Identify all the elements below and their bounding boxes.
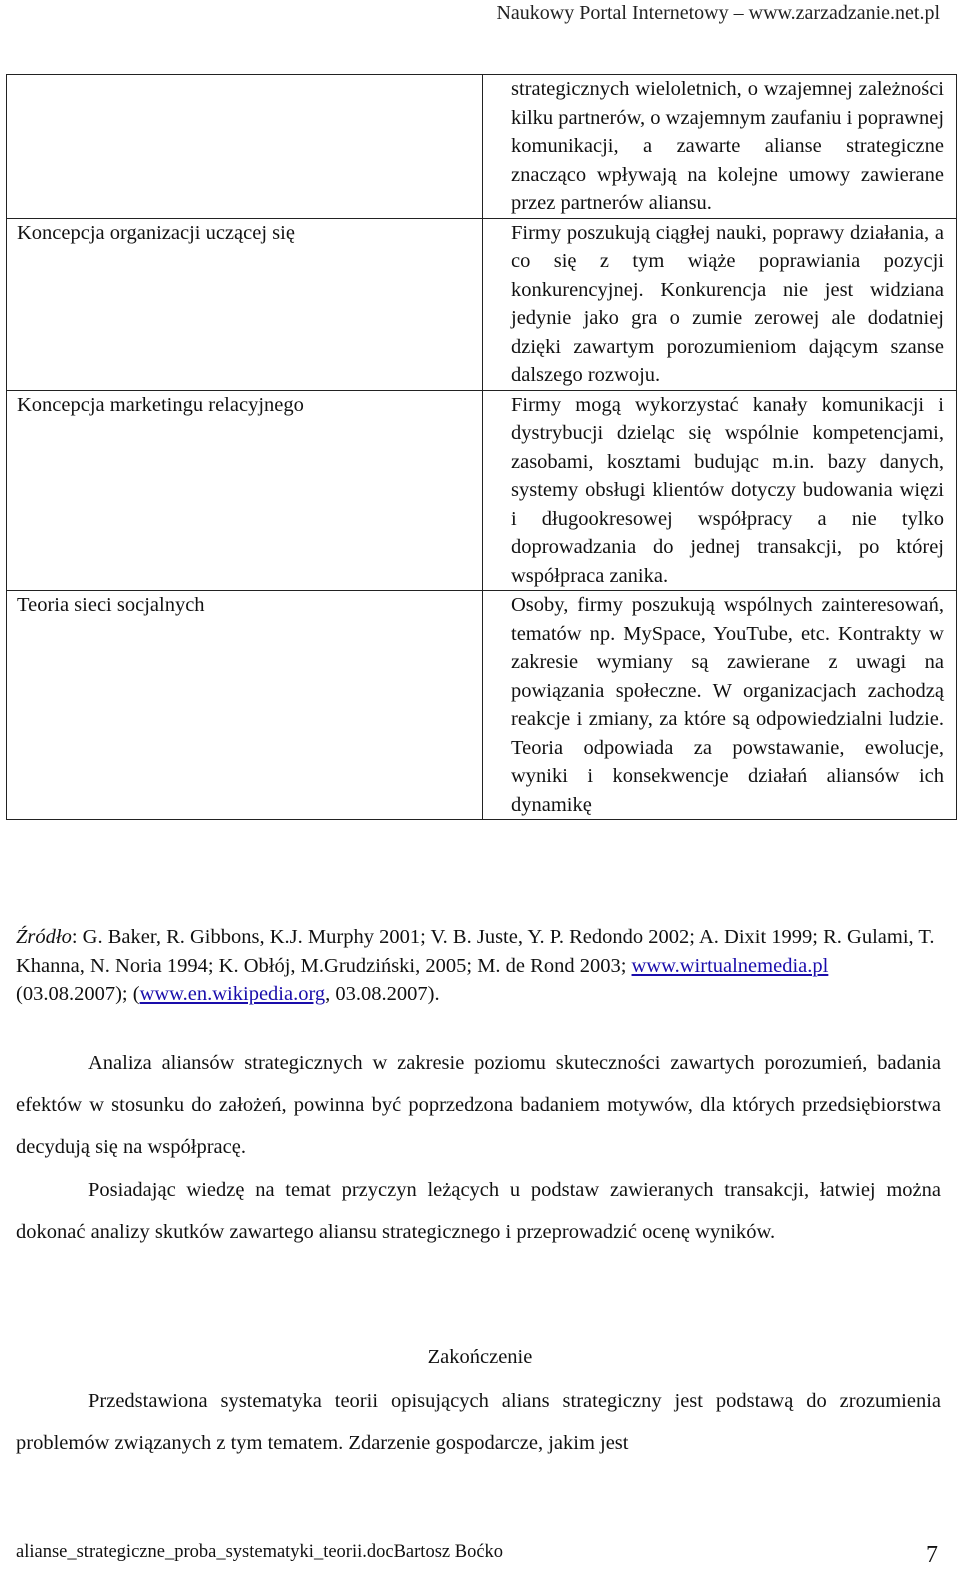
body-paragraph-knowledge: Posiadając wiedzę na temat przyczyn leżących u podstaw zawieranych transakcji, łatwiej można dokonać analizy skutków zawartego aliansu strategicznego i przeprowadzić ocenę wyników.	[16, 1179, 941, 1243]
source-text: : G. Baker, R. Gibbons, K.J. Murphy 2001; V. B. Juste, Y. P. Redondo 2002; A. Dixit 1999; R. Gulami, T. Khanna, N. Noria 1994; K. Obłój, M.Grudziński, 2005; M. de Rond 2003;	[16, 926, 935, 977]
table-row	[7, 75, 957, 219]
theory-description: Osoby, firmy poszukują wspólnych zainteresowań, tematów np. MySpace, YouTube, etc. Kontrakty w zakresie wymiany są zawierane z uwagi na powiązania społeczne. W organizacjach zachodzą reakcje i zmiany, za które są odpowiedzialni ludzie. Teoria odpowiada za powstawanie, ewolucje, wyniki i konsekwencje działań aliansów ich dynamikę	[483, 591, 957, 820]
theory-description: Firmy mogą wykorzystać kanały komunikacji i dystrybucji dzieląc się wspólnie kompetencjami, zasobami, kosztami budując m.in. bazy danych, systemy obsługi klientów dotyczy budowania więzi i długookresowej współpracy a nie tylko doprowadzania do jednej transakcji, po której współpraca zanika.	[483, 390, 957, 591]
theory-description: strategicznych wieloletnich, o wzajemnej zależności kilku partnerów, o wzajemnym zaufaniu i poprawnej komunikacji, a zawarte alianse strategiczne znacząco wpływają na kolejne umowy zawierane przez partnerów aliansu.	[483, 75, 957, 219]
wirtualnemedia-link[interactable]: www.wirtualnemedia.pl	[631, 954, 829, 977]
body-paragraph-analysis: Analiza aliansów strategicznych w zakresie poziomu skuteczności zawartych porozumień, badania efektów w stosunku do założeń, powinna być poprzedzona badaniem motywów, dla których przedsiębiorstwa decydują się na współpracę.	[16, 1052, 941, 1158]
table-row	[7, 390, 957, 591]
footer-filename: alianse_strategiczne_proba_systematyki_teorii.doc	[16, 1542, 394, 1562]
source-citation	[16, 923, 941, 1009]
theory-name: Teoria sieci socjalnych	[7, 591, 483, 820]
source-text-end: , 03.08.2007).	[325, 983, 440, 1005]
wikipedia-link[interactable]: www.en.wikipedia.org	[139, 983, 326, 1005]
footer-author: Bartosz Boćko	[393, 1542, 504, 1562]
theory-name: Koncepcja marketingu relacyjnego	[7, 390, 483, 591]
source-label: Źródło	[16, 926, 72, 948]
theory-name: Koncepcja organizacji uczącej się	[7, 218, 483, 390]
theory-name	[7, 75, 483, 219]
table-row	[7, 218, 957, 390]
source-text-middle: (03.08.2007); (	[16, 983, 140, 1005]
section-heading: Zakończenie	[427, 1346, 533, 1368]
body-paragraph-conclusion: Przedstawiona systematyka teorii opisujących alians strategiczny jest podstawą do zrozumienia problemów związanych z tym tematem. Zdarzenie gospodarcze, jakim jest	[16, 1390, 941, 1454]
page-number: 7	[926, 1542, 938, 1568]
page-footer	[16, 1542, 941, 1563]
page-header: Naukowy Portal Internetowy – www.zarzadzanie.net.pl	[496, 2, 940, 24]
theories-table	[6, 74, 957, 820]
table-row	[7, 591, 957, 820]
theory-description: Firmy poszukują ciągłej nauki, poprawy działania, a co się z tym wiąże poprawiania pozycji konkurencyjnej. Konkurencja nie jest widziana jedynie jako gra o zumie zerowej ale dodatniej dzięki zawartym porozumieniom dającym szanse dalszego rozwoju.	[483, 218, 957, 390]
